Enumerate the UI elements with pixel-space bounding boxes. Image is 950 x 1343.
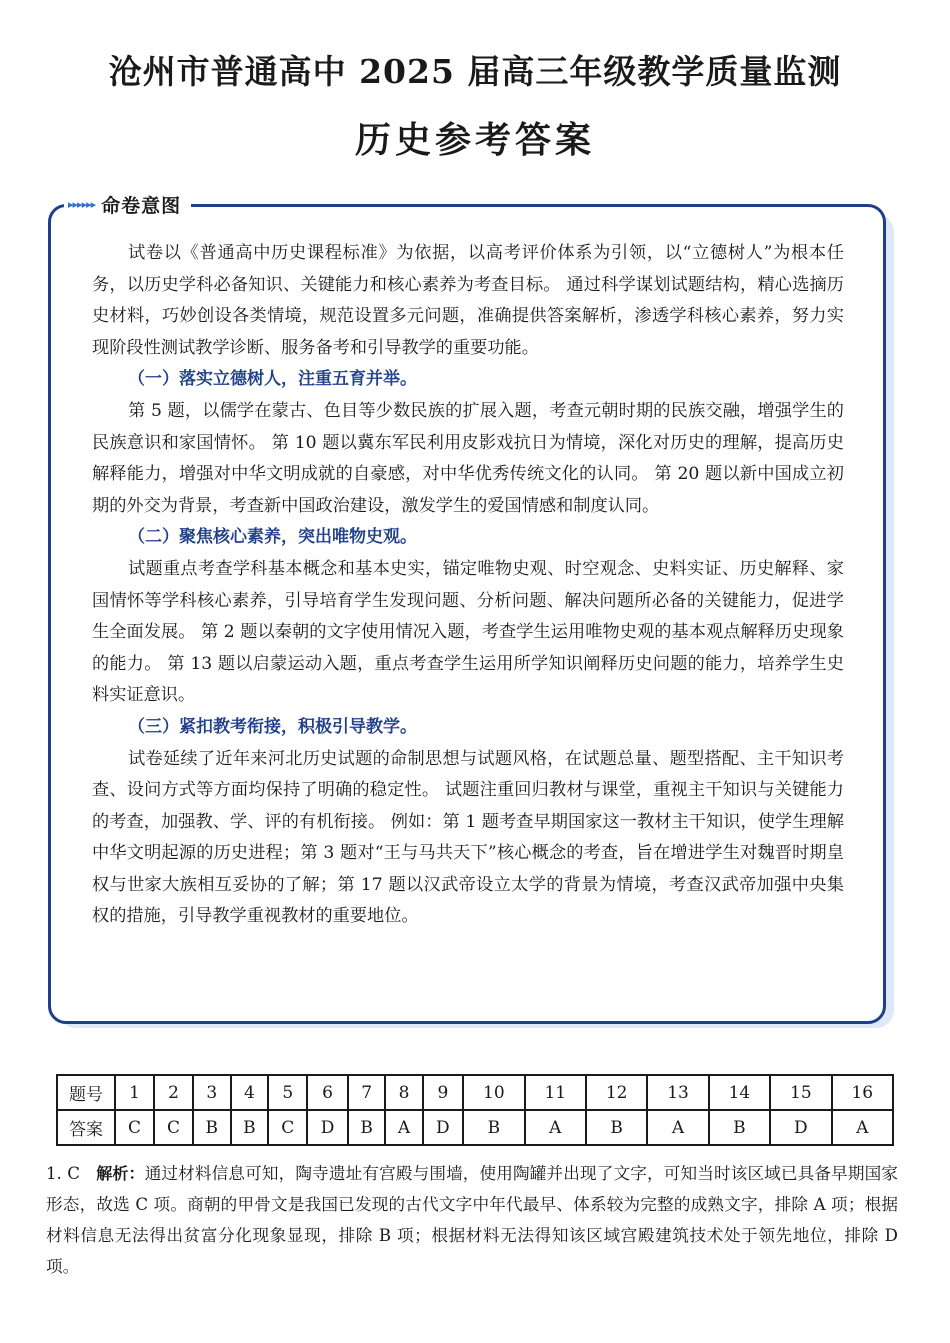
section-paragraph: 试卷延续了近年来河北历史试题的命制思想与试题风格，在试题总量、题型搭配、主干知识考查、设问方式等方面均保持了明确的稳定性。 试题注重回归教材与课堂，重视主干知识与关键能力的考查，加强教、学、评的有机衔接。 例如：第 1 题考查早期国家这一教材主干知识，使学生理解中华文明起源的历史进程；第 3 题对“王与马共天下”核心概念的考查，旨在增进学生对魏晋时期皇权与世家大族相互妥协的了解；第 17 题以汉武帝设立太学的背景为情境，考查汉武帝加强中央集权的措施，引导教学重视教材的重要地位。 xyxy=(92,748,844,927)
answer-cell: B xyxy=(193,1110,231,1145)
row-label: 题号 xyxy=(57,1075,115,1110)
answer-table xyxy=(56,1074,894,1146)
question-number: 4 xyxy=(231,1075,269,1110)
explanation-label: 解析： xyxy=(96,1164,145,1183)
section-heading: （一）落实立德树人，注重五育并举。 xyxy=(128,369,417,390)
question-number: 2 xyxy=(154,1075,193,1110)
explanation-question: 1. C xyxy=(46,1164,80,1183)
row-label: 答案 xyxy=(57,1110,115,1145)
question-number: 11 xyxy=(525,1075,586,1110)
page-title: 沧州市普通高中 2025 届高三年级教学质量监测 xyxy=(108,52,842,91)
question-number: 5 xyxy=(268,1075,307,1110)
question-number: 6 xyxy=(307,1075,348,1110)
answer-cell: D xyxy=(307,1110,348,1145)
answer-cell: D xyxy=(770,1110,831,1145)
question-number: 16 xyxy=(832,1075,893,1110)
question-number: 13 xyxy=(647,1075,708,1110)
answer-cell: C xyxy=(268,1110,307,1145)
question-number: 14 xyxy=(709,1075,770,1110)
answer-cell: D xyxy=(423,1110,464,1145)
section-paragraph: 第 5 题，以儒学在蒙古、色目等少数民族的扩展入题，考查元朝时期的民族交融，增强学生的民族意识和家国情怀。 第 10 题以冀东军民利用皮影戏抗日为情境，深化对历史的理解，提高历史解释能力，增强对中华文明成就的自豪感，对中华优秀传统文化的认同。 第 20 题以新中国成立初期的外交为背景，考查新中国政治建设，激发学生的爱国情感和制度认同。 xyxy=(92,400,844,516)
intent-box-title: 命卷意图 xyxy=(101,194,182,217)
question-number: 3 xyxy=(193,1075,231,1110)
explanation-paragraph xyxy=(46,1158,898,1282)
question-number: 8 xyxy=(385,1075,422,1110)
section-heading: （三）紧扣教考衔接，积极引导教学。 xyxy=(128,716,417,737)
section-heading: （二）聚焦核心素养，突出唯物史观。 xyxy=(128,527,417,548)
question-number: 10 xyxy=(463,1075,524,1110)
answer-cell: A xyxy=(647,1110,708,1145)
intro-paragraph: 试卷以《普通高中历史课程标准》为依据，以高考评价体系为引领，以“立德树人”为根本任务，以历史学科必备知识、关键能力和核心素养为考查目标。 通过科学谋划试题结构，精心选摘历史材料，巧妙创设各类情境，规范设置多元问题，准确提供答案解析，渗透学科核心素养，努力实现阶段性测试教学诊断、服务备考和引导教学的重要功能。 xyxy=(92,243,844,358)
answer-cell: B xyxy=(586,1110,647,1145)
question-number: 12 xyxy=(586,1075,647,1110)
question-number: 1 xyxy=(115,1075,154,1110)
answer-cell: A xyxy=(832,1110,893,1145)
page-subtitle: 历史参考答案 xyxy=(354,119,595,161)
question-number-row xyxy=(57,1075,893,1110)
answer-cell: B xyxy=(463,1110,524,1145)
answer-cell: B xyxy=(348,1110,386,1145)
answer-cell: B xyxy=(709,1110,770,1145)
intent-box-header xyxy=(64,190,191,218)
answer-cell: A xyxy=(525,1110,586,1145)
answer-cell: B xyxy=(231,1110,269,1145)
answer-cell: C xyxy=(115,1110,154,1145)
arrows-icon: ▸▸▸▸▸▸ xyxy=(68,197,96,211)
question-number: 9 xyxy=(423,1075,464,1110)
answer-cell: A xyxy=(385,1110,422,1145)
explanation-text: 通过材料信息可知，陶寺遗址有宫殿与围墙，使用陶罐并出现了文字，可知当时该区域已具备早期国家形态，故选 C 项。商朝的甲骨文是我国已发现的古代文字中年代最早、体系较为完整的成熟文字，排除 A 项；根据材料信息无法得出贫富分化现象显现，排除 B 项；根据材料无法得知该区域宫殿建筑技术处于领先地位，排除 D 项。 xyxy=(46,1164,898,1276)
question-number: 15 xyxy=(770,1075,831,1110)
question-number: 7 xyxy=(348,1075,386,1110)
answer-row xyxy=(57,1110,893,1145)
intent-box-body xyxy=(92,238,844,933)
section-paragraph: 试题重点考查学科基本概念和基本史实，锚定唯物史观、时空观念、史料实证、历史解释、家国情怀等学科核心素养，引导培育学生发现问题、分析问题、解决问题所必备的关键能力，促进学生全面发展。 第 2 题以秦朝的文字使用情况入题，考查学生运用唯物史观的基本观点解释历史现象的能力。 第 13 题以启蒙运动入题，重点考查学生运用所学知识阐释历史问题的能力，培养学生史料实证意识。 xyxy=(92,558,844,706)
answer-cell: C xyxy=(154,1110,193,1145)
